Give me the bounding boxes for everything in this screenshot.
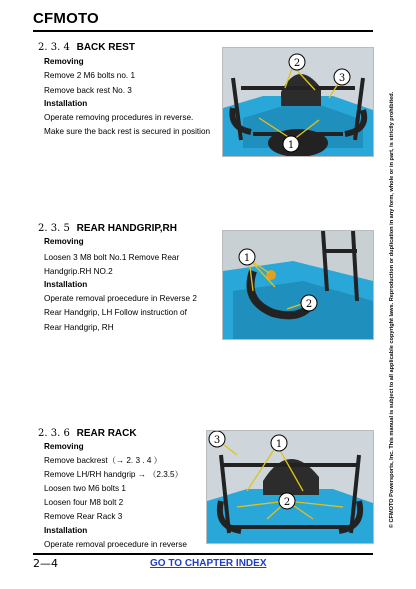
back-rest-photo: [222, 47, 374, 157]
rear-handgrip-photo: [222, 230, 374, 340]
section-heading-back-rest: [38, 42, 135, 53]
text-line: Removing: [44, 237, 84, 246]
callout-label: 3: [338, 73, 346, 84]
text-line: Remove backrest（→ 2. 3 . 4 ）: [44, 456, 162, 465]
text-line: Remove LH/RH handgrip → （2.3.5）: [44, 470, 183, 479]
callout-label: 3: [213, 435, 221, 446]
text-line: Operate removal proecedure in Reverse 2: [44, 294, 197, 303]
section-number: 2. 3. 5: [38, 223, 70, 234]
rear-rack-photo: [206, 430, 374, 544]
text-line: Removing: [44, 442, 84, 451]
header-rule: [33, 30, 373, 32]
footer-rule: [33, 553, 373, 555]
callout-label: 2: [305, 299, 313, 310]
text-line: Remove 2 M6 bolts no. 1: [44, 71, 136, 80]
text-line: Loosen 3 M8 bolt No.1 Remove Rear: [44, 253, 180, 262]
text-line: Rear Handgrip, RH: [44, 323, 114, 332]
text-line: Rear Handgrip, LH Follow instruction of: [44, 308, 187, 317]
text-line: Removing: [44, 57, 84, 66]
section-title: BACK REST: [76, 42, 135, 53]
callout-label: 2: [283, 497, 291, 508]
brand-title: CFMOTO: [33, 10, 99, 27]
text-line: Loosen four M8 bolt 2: [44, 498, 124, 507]
copyright-text: © CFMOTO Powersports, Inc. This manual is subject to all applicable copyright laws. Reproduction or duplication in any form, whole or in part, is strictly prohibited.: [389, 91, 395, 529]
text-line: Remove Rear Rack 3: [44, 512, 123, 521]
page-number: 2—4: [33, 557, 58, 570]
text-line: Installation: [44, 99, 88, 108]
callout-label: 1: [275, 439, 283, 450]
text-line: Handgrip.RH NO.2: [44, 267, 113, 276]
text-line: Remove back rest No. 3: [44, 86, 132, 95]
section-title: REAR RACK: [76, 428, 137, 439]
section-title: REAR HANDGRIP,RH: [76, 223, 177, 234]
section-number: 2. 3. 6: [38, 428, 70, 439]
callout-label: 2: [293, 58, 301, 69]
text-line: Installation: [44, 526, 88, 535]
chapter-index-link[interactable]: GO TO CHAPTER INDEX: [150, 558, 267, 569]
copyright-notice: [386, 90, 398, 530]
section-number: 2. 3. 4: [38, 42, 70, 53]
text-line: Operate removing procedures in reverse.: [44, 113, 194, 122]
callout-label: 1: [287, 140, 295, 151]
text-line: Operate removal proecedure in reverse: [44, 540, 187, 549]
text-line: Loosen two M6 bolts 1: [44, 484, 126, 493]
text-line: Installation: [44, 280, 88, 289]
text-line: Make sure the back rest is secured in position: [44, 127, 211, 136]
section-heading-rear-handgrip: [38, 223, 177, 234]
callout-label: 1: [243, 253, 251, 264]
section-heading-rear-rack: [38, 428, 137, 439]
